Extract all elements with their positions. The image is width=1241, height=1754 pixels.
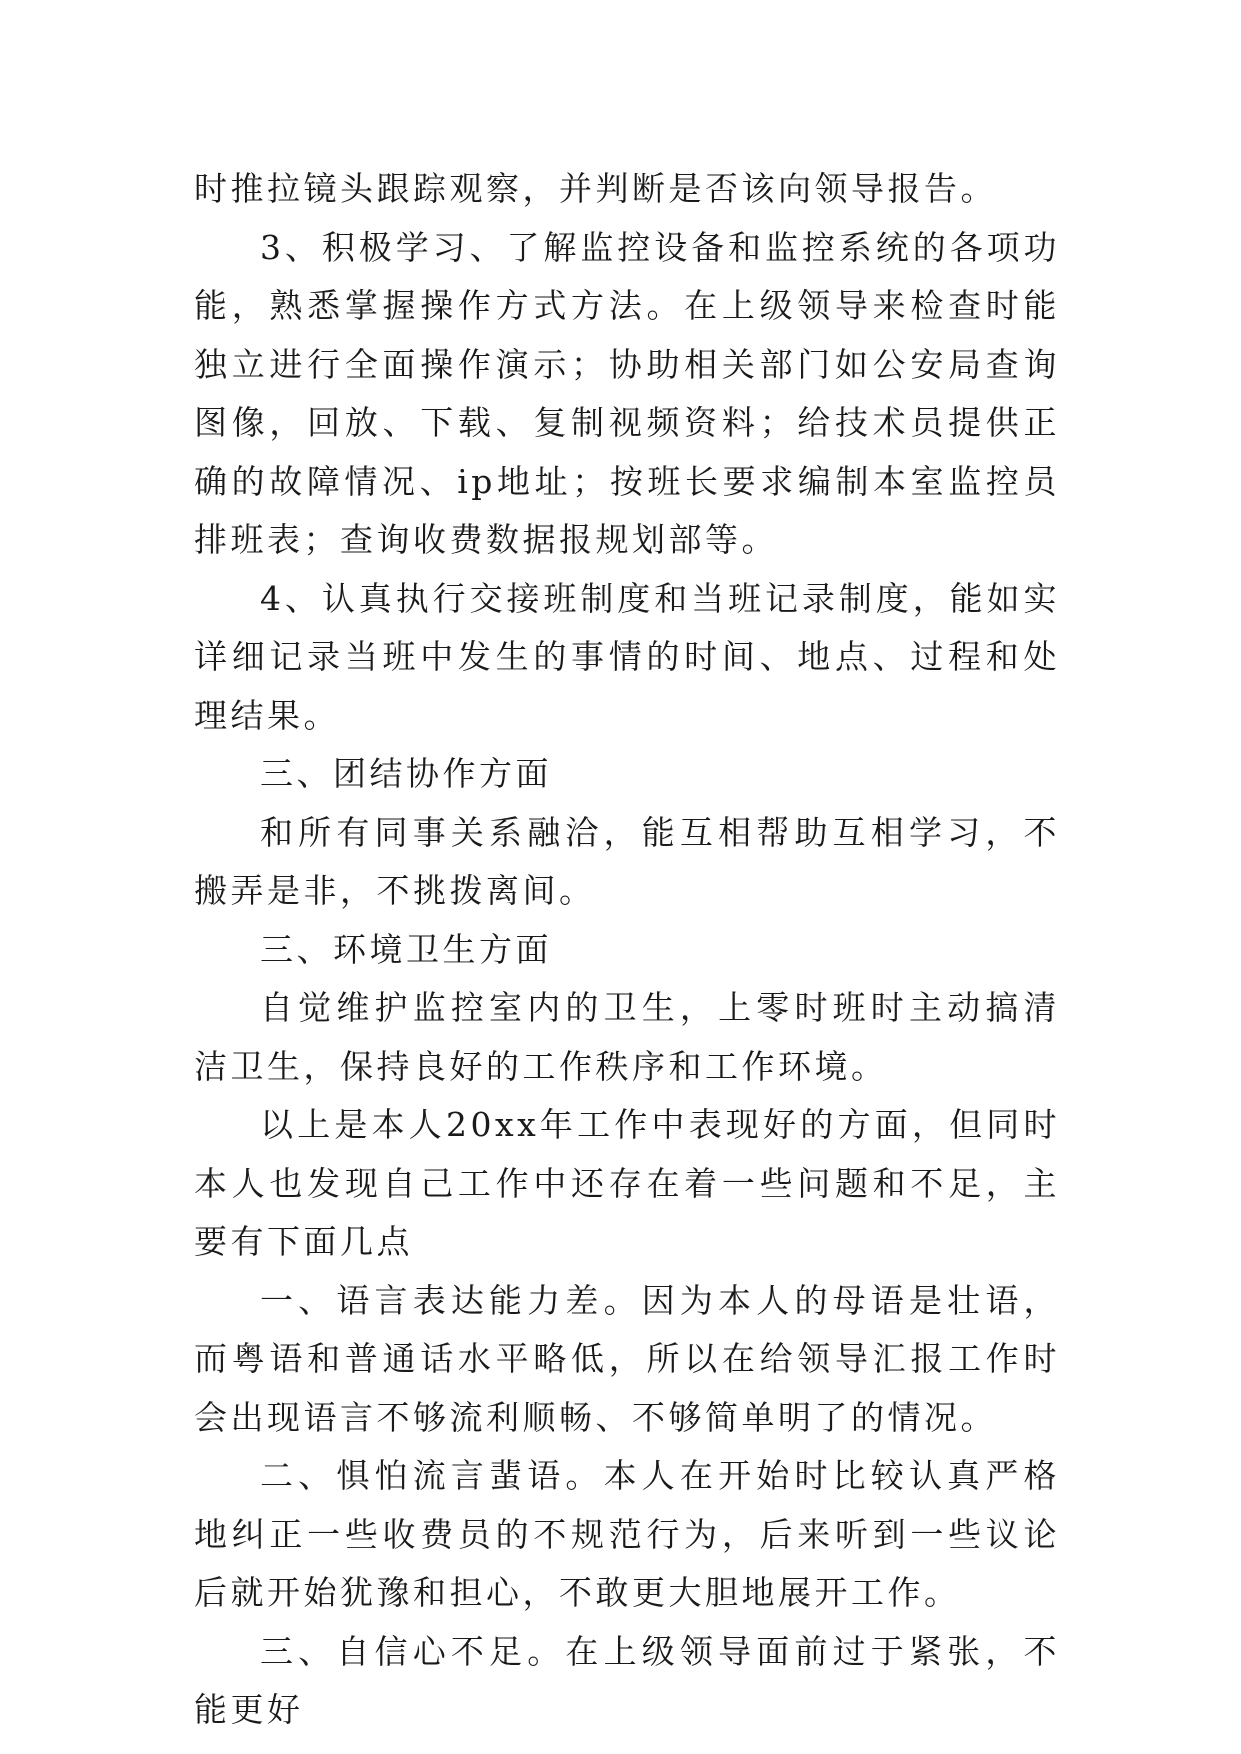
document-body: [194, 160, 1060, 1740]
paragraph-3: 4、认真执行交接班制度和当班记录制度，能如实详细记录当班中发生的事情的时间、地点、过程和处理结果。: [194, 578, 1060, 735]
section-heading-teamwork: 三、团结协作方面: [260, 754, 552, 793]
paragraph-9: 一、语言表达能力差。因为本人的母语是壮语，而粤语和普通话水平略低，所以在给领导汇报工作时会出现语言不够流利顺畅、不够简单明了的情况。: [194, 1280, 1060, 1437]
paragraph-10: 二、惧怕流言蜚语。本人在开始时比较认真严格地纠正一些收费员的不规范行为，后来听到一些议论后就开始犹豫和担心，不敢更大胆地展开工作。: [194, 1456, 1060, 1612]
paragraph-1: 时推拉镜头跟踪观察，并判断是否该向领导报告。: [194, 169, 997, 208]
paragraph-11: 三、自信心不足。在上级领导面前过于紧张，不能更好: [194, 1631, 1060, 1729]
paragraph-8: 以上是本人20xx年工作中表现好的方面，但同时本人也发现自己工作中还存在着一些问题和不足，主要有下面几点: [194, 1105, 1060, 1261]
section-heading-hygiene: 三、环境卫生方面: [260, 929, 552, 969]
paragraph-5: 和所有同事关系融洽，能互相帮助互相学习，不搬弄是非，不挑拨离间。: [194, 812, 1060, 910]
paragraph-7: 自觉维护监控室内的卫生，上零时班时主动搞清洁卫生，保持良好的工作秩序和工作环境。: [194, 988, 1060, 1086]
paragraph-2: 3、积极学习、了解监控设备和监控系统的各项功能，熟悉掌握操作方式方法。在上级领导来检查时能独立进行全面操作演示；协助相关部门如公安局查询图像，回放、下载、复制视频资料；给技术员提供正确的故障情况、ip地址；按班长要求编制本室监控员排班表；查询收费数据报规划部等。: [194, 227, 1060, 559]
